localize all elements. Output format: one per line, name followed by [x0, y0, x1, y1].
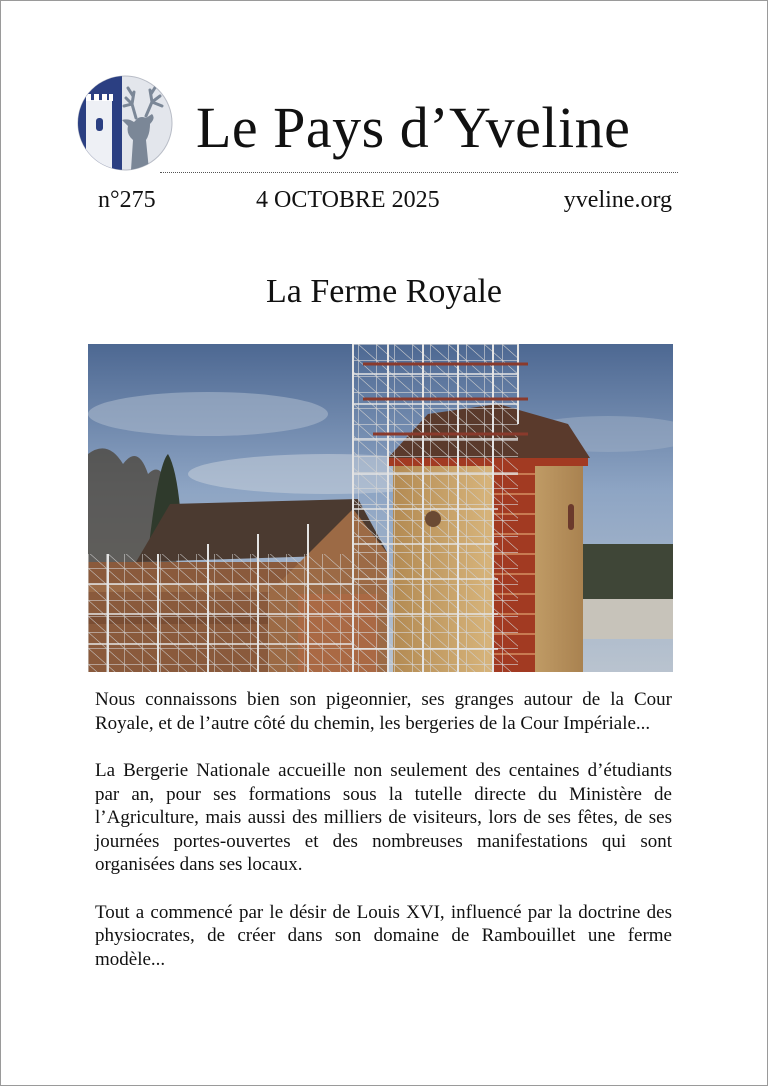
article-body — [95, 688, 672, 995]
article-paragraph: Tout a commencé par le désir de Louis XVI, influencé par la doctrine des physiocrates, de créer dans son domaine de Rambouillet une ferme modèle... — [95, 901, 672, 970]
article-title: La Ferme Royale — [265, 273, 503, 310]
article-paragraph: Nous connaissons bien son pigeonnier, ses granges autour de la Cour Royale, et de l’autre côté du chemin, les bergeries de la Cour Impériale... — [95, 689, 672, 734]
header-divider — [160, 172, 678, 173]
publication-title: Le Pays d’Yveline — [196, 95, 631, 160]
issue-date: 4 OCTOBRE 2025 — [256, 187, 440, 213]
website-label: yveline.org — [563, 187, 672, 213]
article-photo — [88, 344, 673, 672]
article-paragraph: La Bergerie Nationale accueille non seulement des centaines d’étudiants par an, pour ses formations sous la tutelle directe du Ministère de l’Agriculture, mais aussi des milliers de visiteurs, lors de ses fêtes, de ses journées portes-ouvertes et des nombreuses manifestations qui sont organisées dans ses locaux. — [95, 760, 672, 875]
issue-number: n°275 — [98, 187, 156, 213]
publication-logo — [76, 74, 174, 172]
